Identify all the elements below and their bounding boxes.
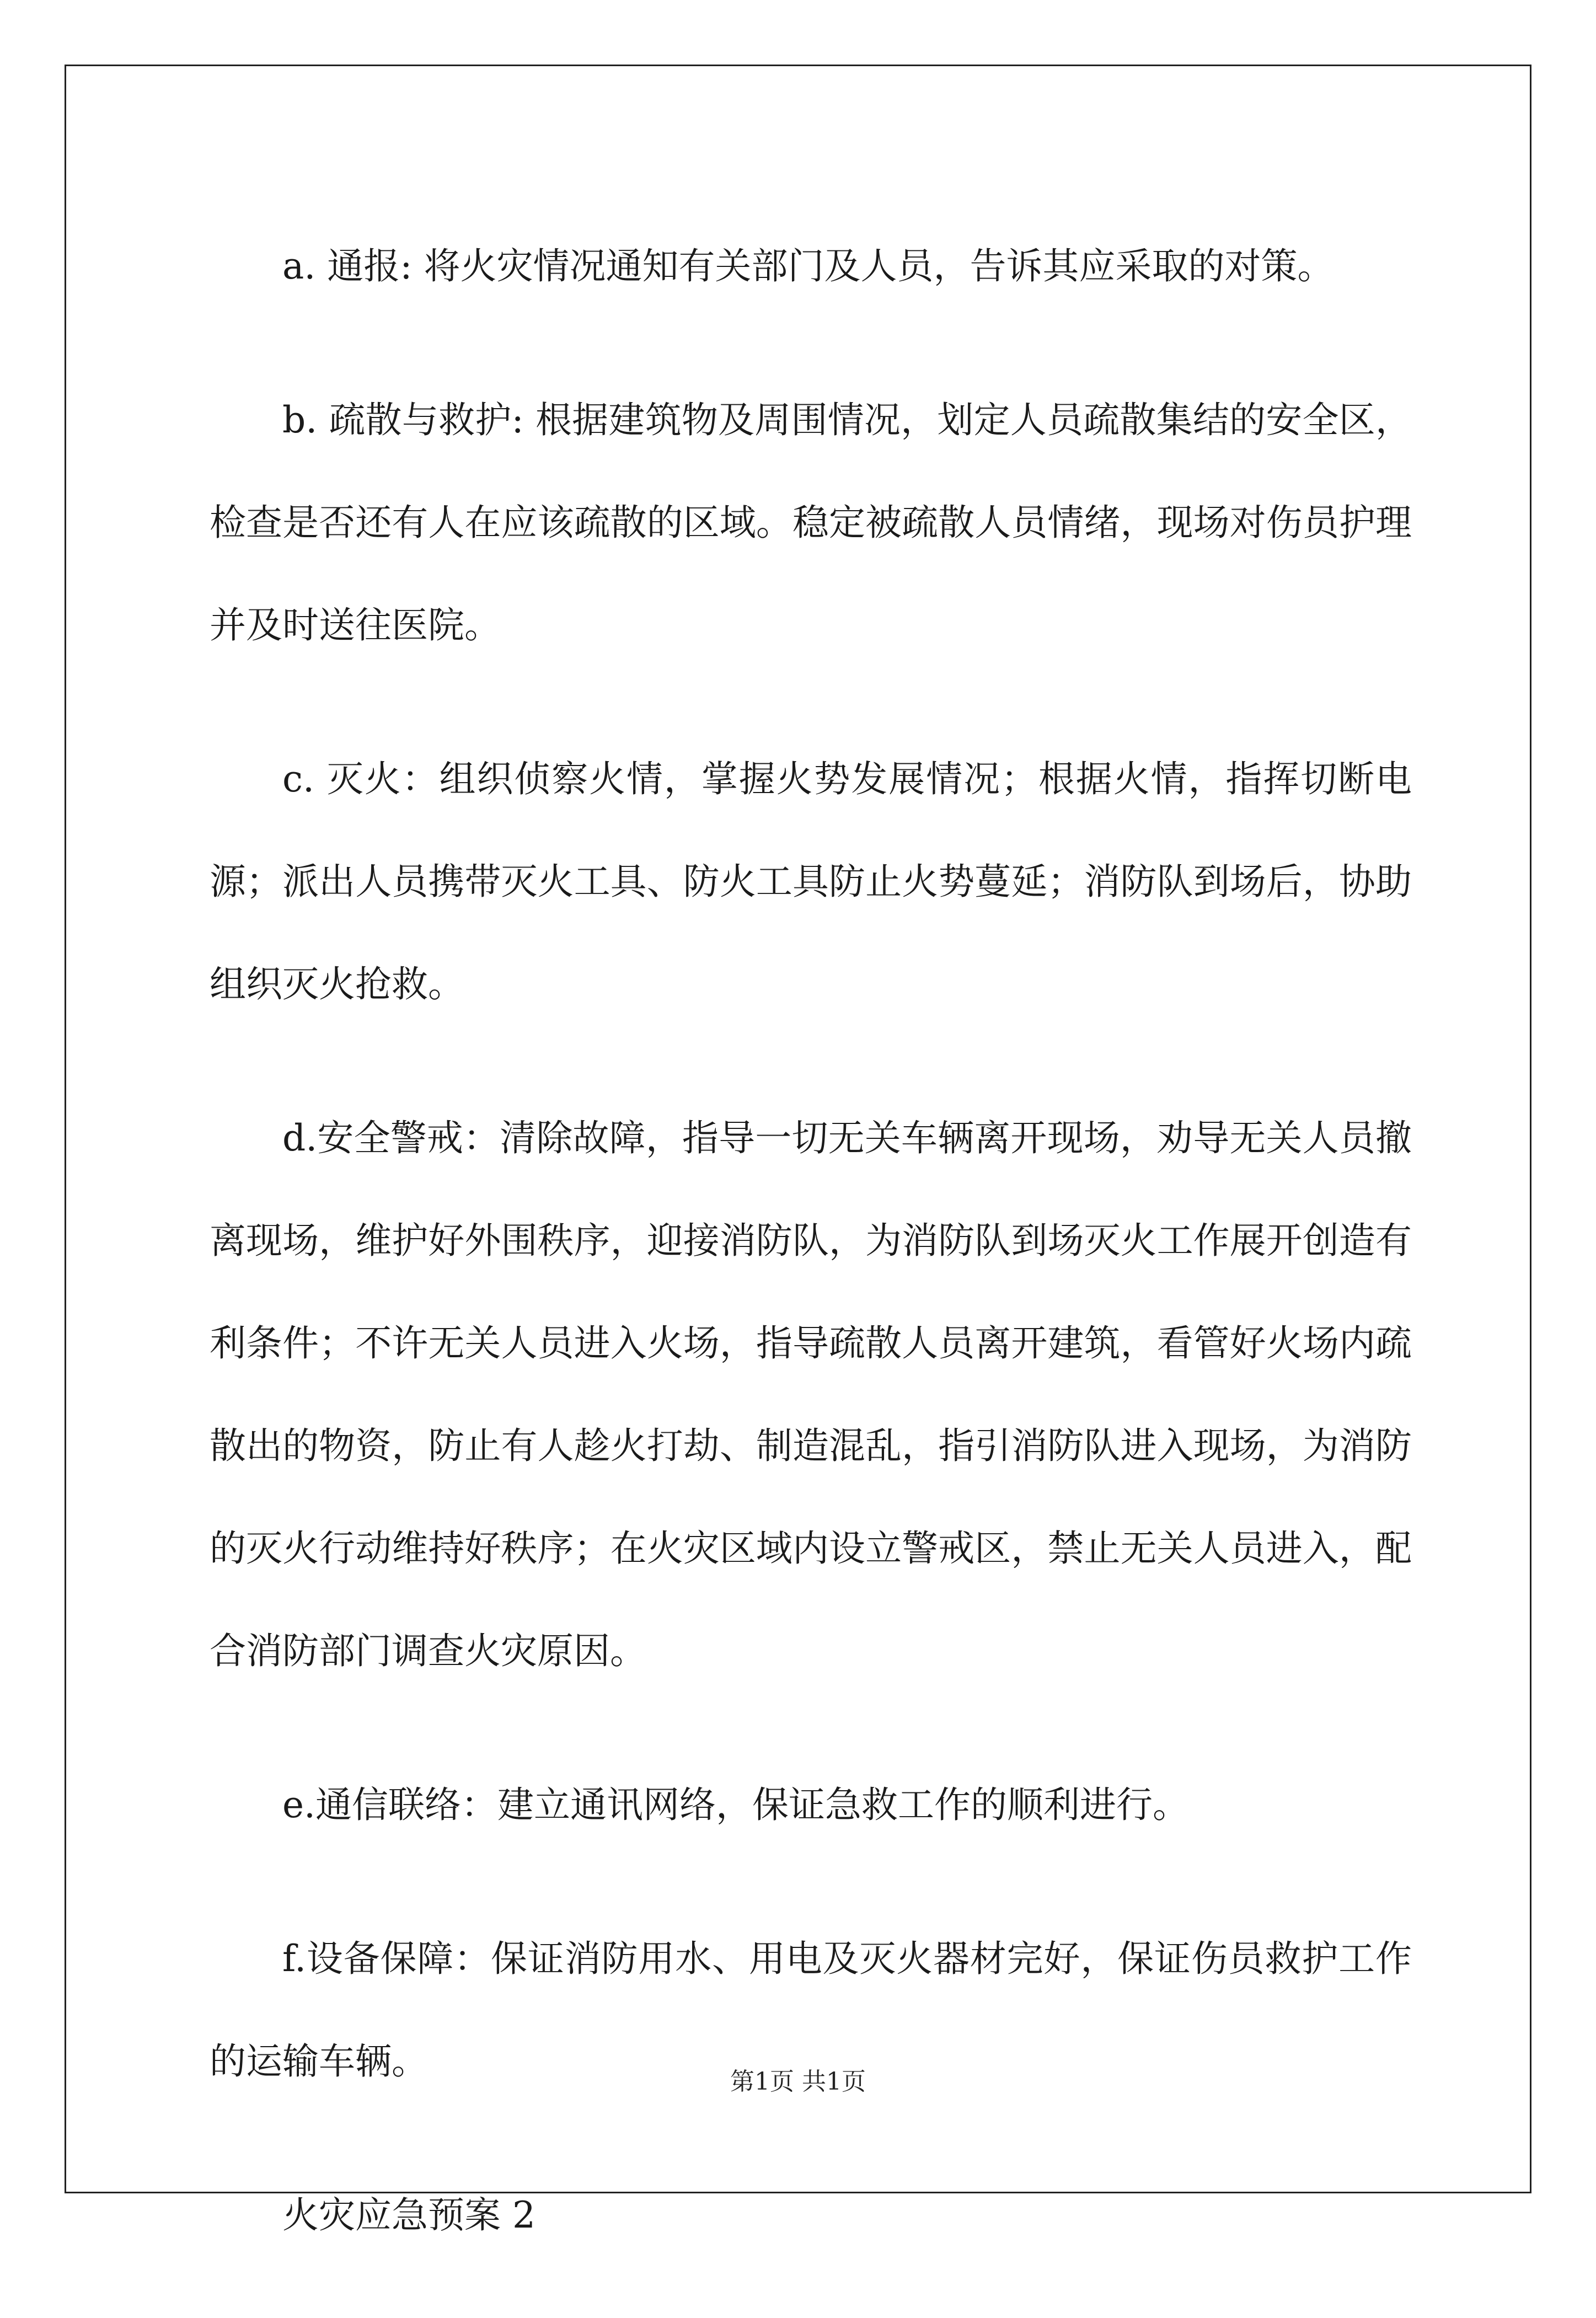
- paragraph-d: d.安全警戒：清除故障，指导一切无关车辆离开现场，劝导无关人员撤离现场，维护好外围秩序，迎接消防队，为消防队到场灭火工作展开创造有利条件；不许无关人员进入火场，指导疏散人员离开建筑，看管好火场内疏散出的物资，防止有人趁火打劫、制造混乱，指引消防队进入现场，为消防的灭火行动维持好秩序；在火灾区域内设立警戒区，禁止无关人员进入，配合消防部门调查火灾原因。: [210, 1117, 1412, 1672]
- paragraph-f: f.设备保障：保证消防用水、用电及灭火器材完好，保证伤员救护工作的运输车辆。: [210, 1937, 1412, 2083]
- paragraph-a: a. 通报: 将火灾情况通知有关部门及人员，告诉其应采取的对策。: [282, 245, 1334, 287]
- document-body: [210, 215, 1412, 2318]
- paragraph-b: b. 疏散与救护: 根据建筑物及周围情况，划定人员疏散集结的安全区，检查是否还有人在应该疏散的区域。稳定被疏散人员情绪，现场对伤员护理并及时送往医院。: [210, 399, 1412, 646]
- section-heading: 火灾应急预案 2: [282, 2194, 535, 2236]
- paragraph-c: c. 灭火：组织侦察火情，掌握火势发展情况；根据火情，指挥切断电源；派出人员携带灭火工具、防火工具防止火势蔓延；消防队到场后，协助组织灭火抢救。: [210, 758, 1412, 1005]
- page-footer: 第1页 共1页: [730, 2068, 866, 2096]
- paragraph-e: e.通信联络：建立通讯网络，保证急救工作的顺利进行。: [282, 1784, 1190, 1826]
